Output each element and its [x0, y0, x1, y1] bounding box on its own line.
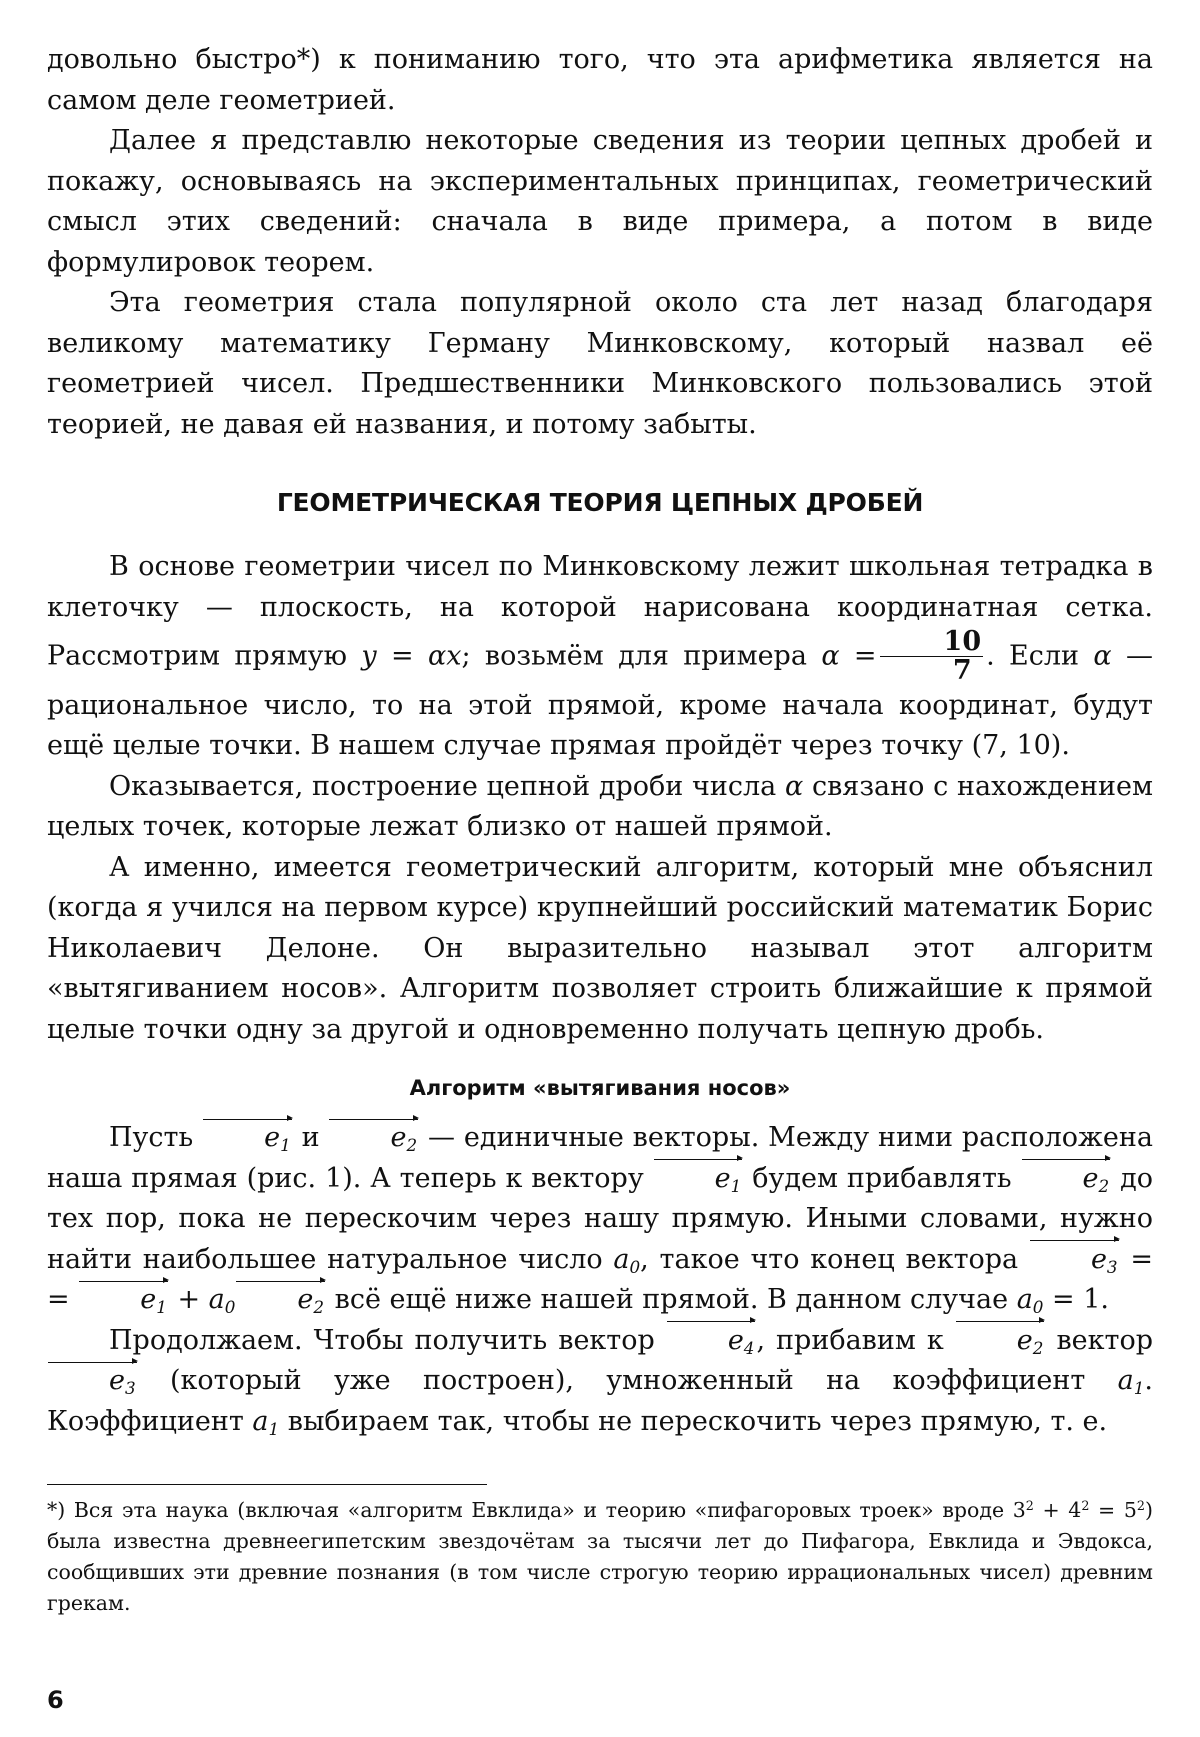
text-run: Продолжаем. Чтобы получить вектор	[109, 1324, 666, 1356]
coefficient-index: 0	[224, 1297, 236, 1318]
footnote-divider	[47, 1484, 487, 1485]
vector-index: 1	[156, 1297, 167, 1318]
math-a1	[1117, 1365, 1145, 1399]
text-run: Далее я представлю некоторые сведения из теории цепных дробей и покажу, основываясь на экспериментальных принципах, геометрический смысл этих сведений: сначала в виде примера, а потом в виде формулировок теорем.	[47, 125, 1153, 278]
text-run: Пусть	[109, 1122, 203, 1154]
vector-letter: e	[109, 1365, 125, 1397]
coefficient-letter: a	[208, 1284, 225, 1316]
text-run: всё ещё ниже нашей прямой. В данном случае	[326, 1284, 1017, 1316]
paragraph-intro	[47, 40, 1153, 121]
math-alpha: α	[1093, 640, 1112, 672]
vector-index: 4	[743, 1337, 755, 1358]
page-number: 6	[47, 1686, 64, 1714]
subsection-heading: Алгоритм «вытягивания носов»	[409, 1076, 791, 1101]
vector-index: 2	[313, 1297, 325, 1318]
exponent: 2	[1025, 1498, 1034, 1514]
coefficient-letter: a	[1016, 1284, 1033, 1316]
vector-index: 3	[124, 1378, 136, 1399]
vector-e1	[653, 1159, 744, 1200]
coefficient-letter: a	[252, 1405, 269, 1437]
vector-e1	[202, 1118, 293, 1159]
text-run: выбираем так, чтобы не перескочить через прямую, т. е.	[279, 1405, 1108, 1437]
text-run: и	[292, 1122, 329, 1154]
exponent: 2	[1136, 1498, 1145, 1514]
paragraph-minkowski	[47, 283, 1153, 445]
coefficient-letter: a	[613, 1243, 630, 1275]
vector-e2	[1021, 1159, 1112, 1200]
text-run: связано с нахождением целых точек, которые лежат близко от нашей прямой.	[47, 770, 1153, 843]
text-run: довольно быстро*) к пониманию того, что эта арифметика является на самом деле геометрией.	[47, 44, 1153, 116]
text-run: (который уже построен), умноженный на коэффициент	[137, 1365, 1118, 1397]
vector-index: 2	[1032, 1337, 1044, 1358]
text-run: вектор	[1045, 1324, 1153, 1356]
text-run: будем прибавлять	[743, 1162, 1021, 1194]
math-alpha: α =	[821, 640, 877, 672]
text-run: =	[1119, 1243, 1153, 1275]
exponent: 2	[1081, 1498, 1090, 1514]
paragraph-geometry-of-numbers	[47, 547, 1153, 767]
vector-e2	[955, 1321, 1046, 1362]
text-run: +	[168, 1284, 209, 1316]
text-run: ) была известна древнеегипетским звездочётам за тысячи лет до Пифагора, Евклида и Эвдокса, сообщивших эти древние познания (в том числе строгую теорию иррациональных чисел) древним грекам.	[47, 1498, 1153, 1616]
paragraph-unit-vectors	[47, 1118, 1153, 1321]
text-run: — рациональное число, то на этой прямой, кроме начала координат, будут ещё целые точки. В нашем случае прямая пройдёт через точку (7, 10).	[47, 640, 1153, 762]
vector-letter: e	[140, 1284, 157, 1316]
vector-index: 2	[1098, 1175, 1110, 1196]
vector-e3	[47, 1361, 138, 1402]
footnote	[47, 1495, 1153, 1619]
vector-index: 2	[406, 1135, 418, 1156]
paragraph-integer-points	[47, 767, 1153, 848]
fraction-denominator: 7	[952, 655, 972, 687]
text-run: . Если	[986, 640, 1094, 672]
text-run: — единичные векторы. Между ними расположена наша прямая (рис. 1). А теперь к вектору	[47, 1122, 1153, 1194]
text-run: = 5	[1089, 1498, 1137, 1523]
text-run: до тех пор, пока не перескочим через нашу прямую. Иными словами, нужно найти наибольшее натуральное число	[47, 1162, 1153, 1275]
text-run: А именно, имеется геометрический алгоритм, который мне объяснил (когда я учился на первом курсе) крупнейший российский математик Борис Николаевич Делоне. Он выразительно называл этот алгоритм «вытягиванием носов». Алгоритм позволяет строить ближайшие к прямой целые точки одну за другой и одновременно получать цепную дробь.	[47, 851, 1153, 1045]
vector-e2	[235, 1280, 326, 1321]
text-run: , такое что конец вектора	[640, 1243, 1029, 1275]
vector-e3	[1029, 1240, 1120, 1281]
section-heading: ГЕОМЕТРИЧЕСКАЯ ТЕОРИЯ ЦЕПНЫХ ДРОБЕЙ	[276, 488, 924, 517]
coefficient-index: 0	[1032, 1297, 1044, 1318]
coefficient-index: 1	[268, 1418, 280, 1439]
math-a0	[208, 1284, 236, 1318]
coefficient-index: 1	[1133, 1378, 1145, 1399]
vector-letter: e	[1090, 1243, 1107, 1275]
vector-letter: e	[264, 1122, 281, 1154]
vector-letter: e	[1082, 1162, 1099, 1194]
text-run: Оказывается, построение цепной дроби числа	[109, 770, 785, 802]
vector-letter: e	[390, 1122, 407, 1154]
vector-letter: e	[1016, 1324, 1033, 1356]
vector-index: 1	[730, 1175, 742, 1196]
vector-index: 3	[1106, 1256, 1118, 1277]
text-run: + 4	[1033, 1498, 1082, 1523]
vector-e4	[666, 1321, 757, 1362]
math-a0	[613, 1244, 640, 1275]
coefficient-index: 0	[629, 1256, 641, 1277]
text-run: , прибавим к	[756, 1324, 955, 1356]
fraction-numerator: 10	[880, 628, 984, 657]
vector-index: 1	[280, 1135, 291, 1156]
paragraph-delone-algorithm	[47, 848, 1153, 1051]
text-run: = 1.	[1043, 1284, 1110, 1316]
paragraph-continue-algorithm	[47, 1321, 1153, 1443]
text-run: =	[47, 1284, 79, 1316]
book-page	[47, 40, 1153, 1619]
fraction-ten-sevenths	[880, 628, 984, 686]
text-run: Эта геометрия стала популярной около ста лет назад благодаря великому математику Герману Минковскому, который назвал её геометрией чисел. Предшественники Минковского пользовались этой теорией, не давая ей названия, и потому забыты.	[47, 287, 1153, 440]
text-run: В основе геометрии чисел по Минковскому лежит школьная тетрадка в клеточку — плоскость, на которой нарисована координатная сетка. Рассмотрим прямую	[47, 551, 1153, 672]
vector-letter: e	[714, 1162, 731, 1194]
vector-letter: e	[727, 1324, 744, 1356]
math-line-equation: y = αx	[361, 640, 462, 672]
text-run: *) Вся эта наука (включая «алгоритм Евклида» и теорию «пифагоровых троек» вроде 3	[47, 1498, 1026, 1523]
text-run: ; возьмём для примера	[461, 640, 822, 672]
vector-letter: e	[297, 1284, 314, 1316]
text-run: . Коэффициент	[47, 1365, 1153, 1437]
math-alpha: α	[785, 770, 804, 802]
math-a1	[252, 1406, 279, 1437]
vector-e1	[78, 1280, 169, 1321]
math-a0	[1016, 1284, 1044, 1318]
coefficient-letter: a	[1117, 1365, 1134, 1397]
paragraph-continued-fractions	[47, 121, 1153, 283]
vector-e2	[328, 1118, 419, 1159]
